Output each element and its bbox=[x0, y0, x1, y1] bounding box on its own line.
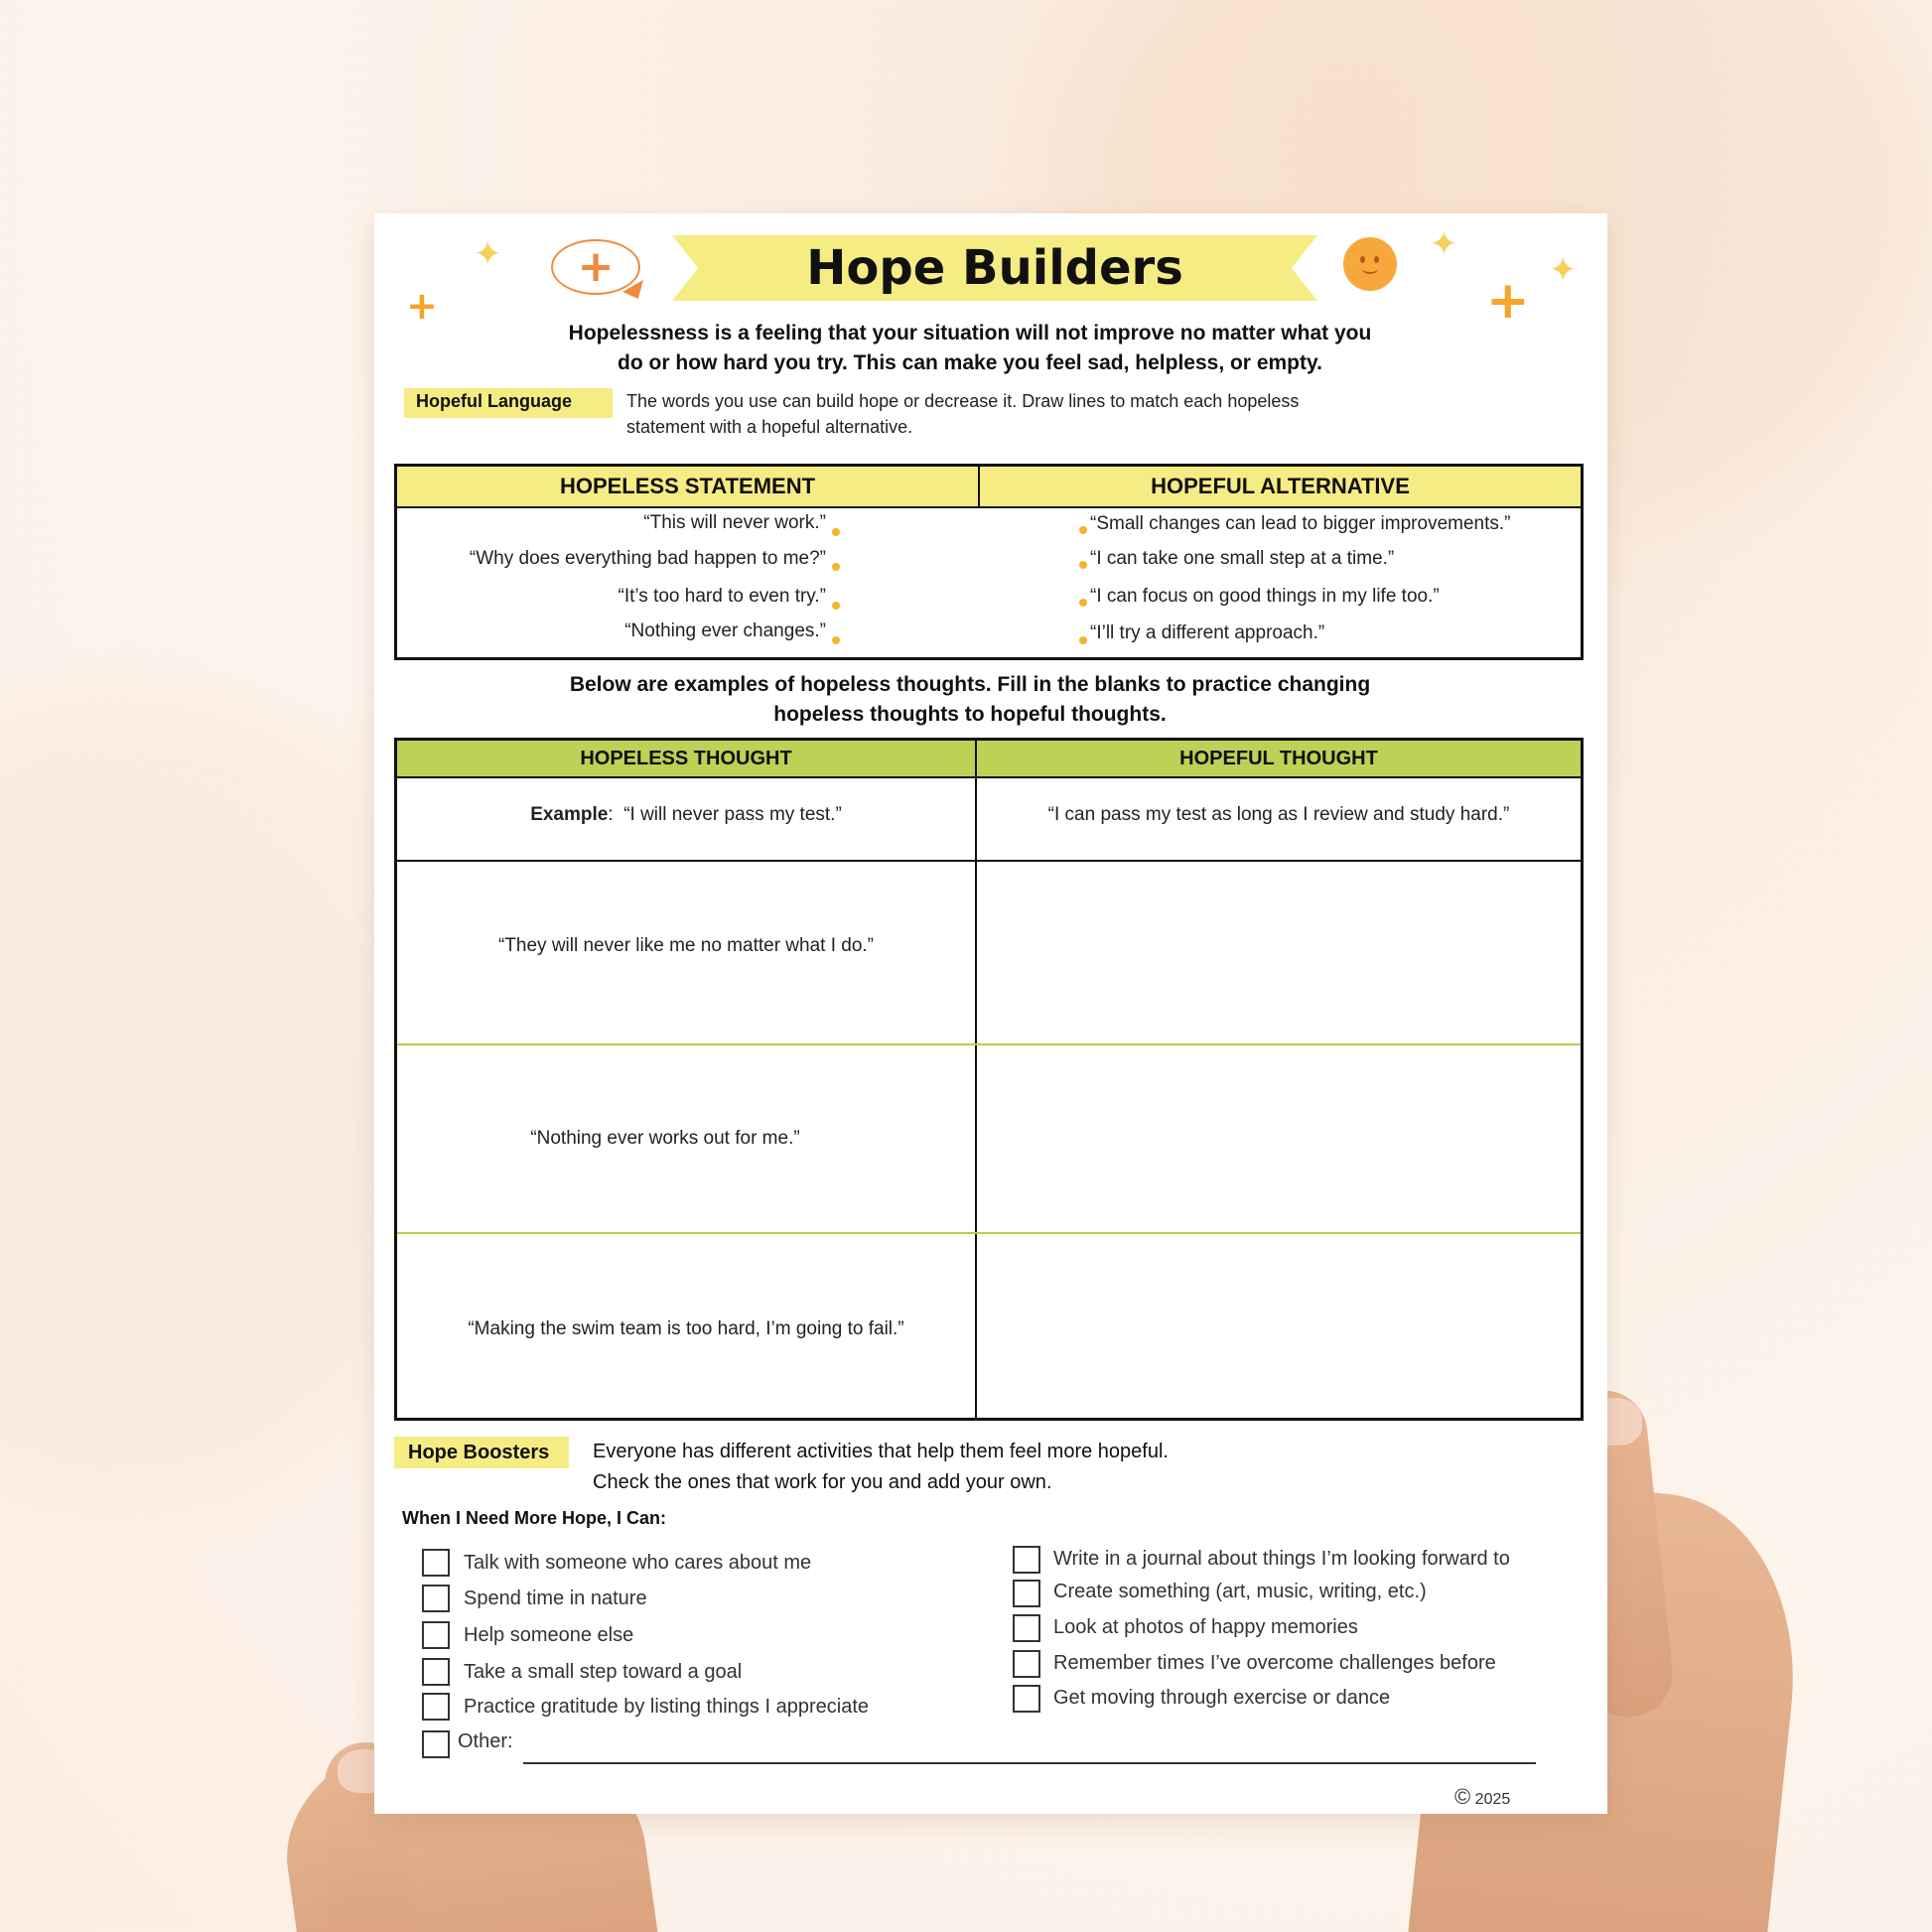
header-hopeless-thought: HOPELESS THOUGHT bbox=[580, 748, 792, 769]
plus-icon: + bbox=[1486, 271, 1530, 331]
checkbox[interactable] bbox=[422, 1658, 450, 1686]
practice-table-header bbox=[397, 741, 1581, 778]
plus-icon: + bbox=[406, 284, 438, 328]
page-title: Hope Builders bbox=[806, 240, 1183, 296]
sparkle-icon: ✦ bbox=[474, 234, 502, 274]
example-hopeless-text: “I will never pass my test.” bbox=[623, 804, 842, 825]
checklist-item: Get moving through exercise or dance bbox=[1053, 1687, 1391, 1709]
smiley-mouth bbox=[1362, 264, 1378, 274]
intro-line-2: do or how hard you try. This can make you feel sad, helpless, or empty. bbox=[618, 351, 1322, 374]
practice-line-1: Below are examples of hopeless thoughts. Fill in the blanks to practice changing bbox=[569, 673, 1371, 696]
hope-boosters-tag: Hope Boosters bbox=[394, 1437, 569, 1468]
practice-line-2: hopeless thoughts to hopeful thoughts. bbox=[773, 703, 1167, 726]
checklist-item: Write in a journal about things I’m looking forward to bbox=[1053, 1548, 1510, 1570]
hopeful-alternative-3: “I can focus on good things in my life too.” bbox=[1090, 586, 1440, 607]
checkbox[interactable] bbox=[422, 1621, 450, 1649]
hopeful-alternative-2: “I can take one small step at a time.” bbox=[1090, 548, 1395, 569]
match-dot-left[interactable] bbox=[832, 602, 840, 610]
hopeless-statement-3: “It’s too hard to even try.” bbox=[618, 586, 826, 607]
copyright bbox=[1454, 1784, 1510, 1810]
hopeless-statement-4: “Nothing ever changes.” bbox=[624, 621, 826, 641]
smiley-left-eye bbox=[1360, 256, 1365, 263]
hopeless-thought-1: “They will never like me no matter what I do.” bbox=[497, 935, 875, 956]
checklist-item: Create something (art, music, writing, etc.) bbox=[1053, 1581, 1427, 1602]
checkbox[interactable] bbox=[422, 1585, 450, 1612]
other-input-line[interactable] bbox=[523, 1762, 1536, 1764]
checklist-item: Look at photos of happy memories bbox=[1053, 1616, 1358, 1638]
boosters-line-1: Everyone has different activities that help them feel more hopeful. bbox=[593, 1441, 1169, 1462]
header-hopeful-alternative: HOPEFUL ALTERNATIVE bbox=[1151, 474, 1410, 498]
hope-boosters-description bbox=[593, 1437, 1169, 1498]
checklist-item: Practice gratitude by listing things I appreciate bbox=[464, 1696, 869, 1718]
header-hopeless-statement: HOPELESS STATEMENT bbox=[559, 474, 816, 498]
hopeful-alternative-4: “I’ll try a different approach.” bbox=[1090, 622, 1325, 643]
match-dot-left[interactable] bbox=[832, 528, 840, 536]
practice-table bbox=[394, 738, 1584, 1421]
desc-line-2: statement with a hopeful alternative. bbox=[626, 417, 913, 437]
example-colon: : bbox=[608, 804, 624, 825]
desc-line-1: The words you use can build hope or decrease it. Draw lines to match each hopeless bbox=[626, 391, 1300, 411]
checklist-item: Remember times I’ve overcome challenges before bbox=[1053, 1652, 1496, 1674]
practice-instructions bbox=[523, 670, 1417, 730]
boosters-line-2: Check the ones that work for you and add your own. bbox=[593, 1471, 1052, 1493]
checklist-item: Help someone else bbox=[464, 1624, 634, 1646]
checklist-item: Spend time in nature bbox=[464, 1587, 647, 1609]
checkbox-other[interactable] bbox=[422, 1730, 450, 1758]
header-divider bbox=[978, 467, 980, 508]
example-hopeless-cell bbox=[397, 804, 975, 826]
checkbox[interactable] bbox=[422, 1693, 450, 1721]
checklist-item: Take a small step toward a goal bbox=[464, 1661, 743, 1683]
match-dot-left[interactable] bbox=[832, 563, 840, 571]
checkbox[interactable] bbox=[422, 1549, 450, 1577]
header-hopeful-thought: HOPEFUL THOUGHT bbox=[1179, 748, 1378, 769]
checklist-item: Talk with someone who cares about me bbox=[464, 1552, 812, 1574]
hopeless-statement-1: “This will never work.” bbox=[643, 512, 826, 533]
example-hopeful-cell: “I can pass my test as long as I review and study hard.” bbox=[1047, 804, 1510, 825]
hopeful-language-description bbox=[626, 388, 1299, 440]
worksheet-page bbox=[374, 213, 1607, 1814]
bubble-plus-sign: + bbox=[577, 241, 615, 292]
sparkle-icon: ✦ bbox=[1430, 224, 1458, 264]
match-dot-right[interactable] bbox=[1079, 561, 1087, 569]
checkbox[interactable] bbox=[1013, 1650, 1040, 1678]
hopeless-statement-2: “Why does everything bad happen to me?” bbox=[469, 548, 826, 569]
other-label: Other: bbox=[458, 1730, 513, 1752]
copyright-year: 2025 bbox=[1474, 1791, 1511, 1808]
smiley-face-icon bbox=[1343, 237, 1397, 291]
checkbox[interactable] bbox=[1013, 1546, 1040, 1574]
copyright-icon: © bbox=[1454, 1784, 1471, 1809]
match-dot-right[interactable] bbox=[1079, 526, 1087, 534]
hopeful-alternative-1: “Small changes can lead to bigger improvements.” bbox=[1090, 513, 1511, 534]
hopeless-thought-2: “Nothing ever works out for me.” bbox=[530, 1128, 800, 1149]
sparkle-icon: ✦ bbox=[1549, 250, 1578, 290]
match-dot-right[interactable] bbox=[1079, 636, 1087, 644]
hopeful-language-tag: Hopeful Language bbox=[404, 388, 613, 418]
intro-paragraph bbox=[523, 319, 1417, 378]
match-dot-right[interactable] bbox=[1079, 599, 1087, 607]
checkbox[interactable] bbox=[1013, 1685, 1040, 1713]
smiley-right-eye bbox=[1374, 256, 1379, 263]
match-dot-left[interactable] bbox=[832, 636, 840, 644]
matching-table bbox=[394, 464, 1584, 660]
hopeless-thought-3: “Making the swim team is too hard, I’m going to fail.” bbox=[468, 1318, 904, 1339]
hopeful-thought-blank-3[interactable] bbox=[977, 1234, 1581, 1418]
intro-line-1: Hopelessness is a feeling that your situation will not improve no matter what you bbox=[568, 322, 1372, 345]
checkbox[interactable] bbox=[1013, 1580, 1040, 1607]
checkbox[interactable] bbox=[1013, 1614, 1040, 1642]
hopeful-thought-blank-1[interactable] bbox=[977, 862, 1581, 1043]
checklist-heading: When I Need More Hope, I Can: bbox=[402, 1508, 667, 1528]
hopeful-thought-blank-2[interactable] bbox=[977, 1045, 1581, 1232]
matching-table-header bbox=[397, 467, 1581, 508]
example-label: Example bbox=[530, 804, 609, 825]
